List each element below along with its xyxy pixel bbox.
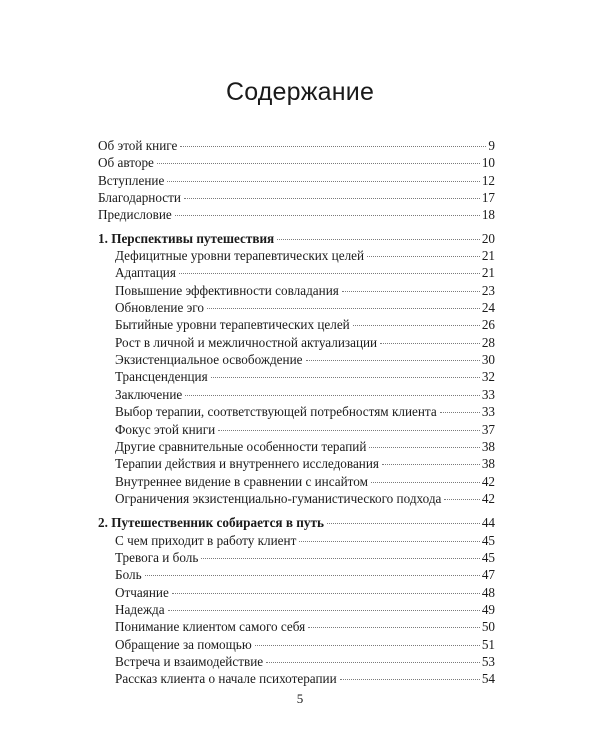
- dot-leader: [306, 359, 480, 361]
- toc-section[interactable]: [98, 316, 495, 333]
- toc-section[interactable]: [98, 386, 495, 403]
- toc-section[interactable]: [98, 368, 495, 385]
- toc-section[interactable]: [98, 438, 495, 455]
- section-page: 54: [481, 671, 495, 687]
- toc-section[interactable]: [98, 421, 495, 438]
- dot-leader: [157, 162, 480, 164]
- section-page: 32: [481, 369, 495, 385]
- dot-leader: [340, 678, 480, 680]
- toc-section[interactable]: [98, 282, 495, 299]
- section-page: 33: [481, 386, 495, 402]
- toc-section[interactable]: [98, 351, 495, 368]
- section-page: 24: [481, 300, 495, 316]
- toc-section[interactable]: [98, 584, 495, 601]
- page-title: Содержание: [225, 78, 375, 106]
- dot-leader: [308, 626, 480, 628]
- section-page: 51: [481, 636, 495, 652]
- toc-section[interactable]: [98, 473, 495, 490]
- section-label: Встреча и взаимодействие: [115, 653, 264, 669]
- dot-leader: [179, 272, 480, 274]
- section-label: Адаптация: [115, 265, 176, 281]
- toc-section[interactable]: [98, 532, 495, 549]
- section-label: Другие сравнительные особенности терапий: [115, 438, 367, 454]
- dot-leader: [172, 592, 480, 594]
- chapter-page: 20: [481, 230, 495, 246]
- section-page: 49: [481, 601, 495, 617]
- dot-leader: [185, 394, 480, 396]
- toc-section[interactable]: [98, 566, 495, 583]
- dot-leader: [255, 644, 480, 646]
- section-label: Боль: [115, 567, 142, 583]
- section-page: 47: [481, 567, 495, 583]
- section-page: 50: [481, 619, 495, 635]
- dot-leader: [380, 342, 480, 344]
- dot-leader: [440, 411, 480, 413]
- section-label: Надежда: [115, 601, 165, 617]
- dot-leader: [211, 376, 480, 378]
- section-label: Обращение за помощью: [115, 636, 252, 652]
- section-label: Дефицитные уровни терапевтических целей: [115, 248, 365, 264]
- section-label: Внутреннее видение в сравнении с инсайтом: [115, 473, 368, 489]
- toc-entry-page: 12: [481, 172, 495, 188]
- dot-leader: [371, 481, 480, 483]
- section-label: Отчаяние: [115, 584, 169, 600]
- section-label: Трансценденция: [115, 369, 208, 385]
- dot-leader: [353, 324, 480, 326]
- dot-leader: [367, 255, 480, 257]
- toc-section[interactable]: [98, 601, 495, 618]
- toc-entry-label: Благодарности: [98, 190, 181, 206]
- chapter-page: 44: [481, 515, 495, 531]
- dot-leader: [145, 574, 480, 576]
- section-page: 21: [481, 265, 495, 281]
- dot-leader: [382, 463, 480, 465]
- dot-leader: [201, 557, 479, 559]
- toc-entry-page: 17: [481, 190, 495, 206]
- toc-section[interactable]: [98, 247, 495, 264]
- dot-leader: [180, 145, 486, 147]
- section-page: 48: [481, 584, 495, 600]
- toc-section[interactable]: [98, 653, 495, 670]
- section-label: Бытийные уровни терапевтических целей: [115, 317, 350, 333]
- toc-entry-label: Об авторе: [98, 155, 154, 171]
- toc-entry-label: Вступление: [98, 172, 165, 188]
- toc-section[interactable]: [98, 636, 495, 653]
- toc-chapter-2[interactable]: [98, 514, 495, 531]
- section-page: 37: [481, 421, 495, 437]
- section-label: Рассказ клиента о начале психотерапии: [115, 671, 337, 687]
- section-page: 33: [481, 404, 495, 420]
- toc-entry[interactable]: [98, 172, 495, 189]
- dot-leader: [168, 609, 480, 611]
- dot-leader: [342, 290, 480, 292]
- dot-leader: [175, 214, 480, 216]
- section-page: 26: [481, 317, 495, 333]
- toc-entry-page: 18: [481, 207, 495, 223]
- chapter-label: 2. Путешественник собирается в путь: [98, 515, 324, 531]
- toc-section[interactable]: [98, 264, 495, 281]
- toc-chapter-1[interactable]: [98, 230, 495, 247]
- toc-entry-page: 10: [481, 155, 495, 171]
- section-label: Повышение эффективности совладания: [115, 282, 339, 298]
- section-page: 45: [481, 532, 495, 548]
- toc-section[interactable]: [98, 618, 495, 635]
- section-page: 42: [481, 490, 495, 506]
- toc-section[interactable]: [98, 334, 495, 351]
- section-label: Выбор терапии, соответствующей потребностям клиента: [115, 404, 437, 420]
- toc-entry-label: Об этой книге: [98, 138, 178, 153]
- section-page: 45: [481, 549, 495, 565]
- page-number: 5: [296, 691, 304, 706]
- toc-section[interactable]: [98, 403, 495, 420]
- section-page: 23: [481, 282, 495, 298]
- table-of-contents: [98, 137, 495, 688]
- section-label: Рост в личной и межличностной актуализации: [115, 334, 378, 350]
- dot-leader: [266, 661, 480, 663]
- dot-leader: [218, 429, 480, 431]
- toc-entry[interactable]: [98, 137, 495, 154]
- toc-section[interactable]: [98, 549, 495, 566]
- section-label: Обновление эго: [115, 300, 204, 316]
- section-label: Тревога и боль: [115, 549, 199, 565]
- toc-entry[interactable]: [98, 154, 495, 171]
- dot-leader: [369, 446, 479, 448]
- toc-section[interactable]: [98, 490, 495, 507]
- toc-section[interactable]: [98, 455, 495, 472]
- section-label: Экзистенциальное освобождение: [115, 352, 303, 368]
- dot-leader: [299, 540, 479, 542]
- section-label: Заключение: [115, 386, 183, 402]
- dot-leader: [167, 180, 480, 182]
- toc-entry[interactable]: [98, 206, 495, 223]
- section-page: 30: [481, 352, 495, 368]
- toc-section[interactable]: [98, 670, 495, 687]
- dot-leader: [277, 238, 480, 240]
- section-page: 28: [481, 334, 495, 350]
- dot-leader: [184, 197, 480, 199]
- toc-entry-page: 9: [488, 138, 495, 153]
- toc-section[interactable]: [98, 299, 495, 316]
- dot-leader: [444, 498, 479, 500]
- dot-leader: [327, 522, 480, 524]
- chapter-label: 1. Перспективы путешествия: [98, 230, 275, 246]
- section-page: 21: [481, 248, 495, 264]
- section-page: 53: [481, 653, 495, 669]
- toc-entry[interactable]: [98, 189, 495, 206]
- section-label: Терапии действия и внутреннего исследования: [115, 456, 379, 472]
- dot-leader: [207, 307, 480, 309]
- section-page: 38: [481, 438, 495, 454]
- section-page: 42: [481, 473, 495, 489]
- section-label: Фокус этой книги: [115, 421, 216, 437]
- section-label: Понимание клиентом самого себя: [115, 619, 306, 635]
- section-label: С чем приходит в работу клиент: [115, 532, 297, 548]
- section-label: Ограничения экзистенциально-гуманистического подхода: [115, 490, 442, 506]
- toc-entry-label: Предисловие: [98, 207, 172, 223]
- section-page: 38: [481, 456, 495, 472]
